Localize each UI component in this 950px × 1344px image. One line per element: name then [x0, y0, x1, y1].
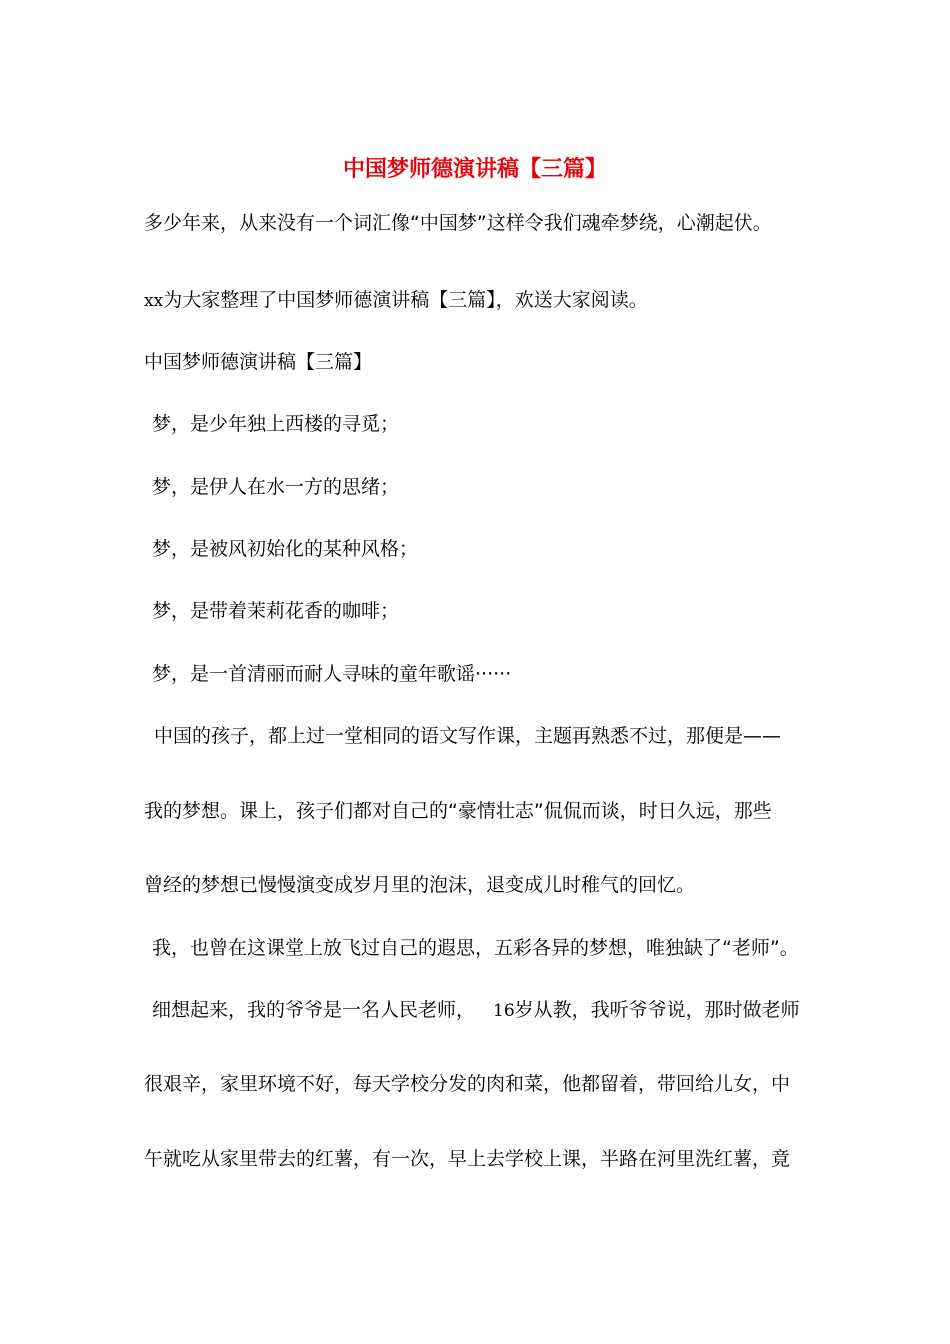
paragraph-line: 我的梦想。课上，孩子们都对自己的“豪情壮志”侃侃而谈，时日久远，那些 [144, 800, 772, 822]
paragraph-text: 岁从教，我听爷爷说，那时做老师 [514, 999, 800, 1021]
compiled-text: 为大家整理了中国梦师德演讲稿【三篇】，欢送大家阅读。 [163, 289, 648, 311]
compiled-prefix: xx [144, 291, 164, 311]
document-title: 中国梦师德演讲稿【三篇】 [342, 157, 607, 182]
compiled-note [144, 288, 648, 313]
paragraph-line: 中国的孩子，都上过一堂相同的语文写作课，主题再熟悉不过，那便是—— [154, 725, 782, 747]
poem-line: 梦，是被风初始化的某种风格； [152, 538, 419, 560]
paragraph-line: 午就吃从家里带去的红薯，有一次，早上去学校上课，半路在河里洗红薯，竟 [144, 1148, 791, 1170]
paragraph-text: 细想起来，我的爷爷是一名人民老师， [152, 999, 476, 1021]
subheading: 中国梦师德演讲稿【三篇】 [144, 351, 373, 373]
poem-line: 梦，是伊人在水一方的思绪； [152, 476, 400, 498]
intro-paragraph: 多少年来，从来没有一个词汇像“中国梦”这样令我们魂牵梦绕，心潮起伏。 [144, 212, 772, 234]
paragraph-line: 很艰辛，家里环境不好，每天学校分发的肉和菜，他都留着，带回给儿女，中 [144, 1073, 791, 1095]
paragraph-line [152, 998, 800, 1023]
poem-line: 梦，是一首清丽而耐人寻味的童年歌谣······ [152, 663, 512, 685]
paragraph-line: 我，也曾在这课堂上放飞过自己的遐思，五彩各异的梦想，唯独缺了“老师”。 [152, 937, 799, 959]
paragraph-line: 曾经的梦想已慢慢演变成岁月里的泡沫，退变成儿时稚气的回忆。 [144, 874, 696, 896]
poem-line: 梦，是带着茉莉花香的咖啡； [152, 600, 400, 622]
paragraph-number: 16 [493, 1001, 515, 1021]
poem-line: 梦，是少年独上西楼的寻觅； [152, 413, 400, 435]
